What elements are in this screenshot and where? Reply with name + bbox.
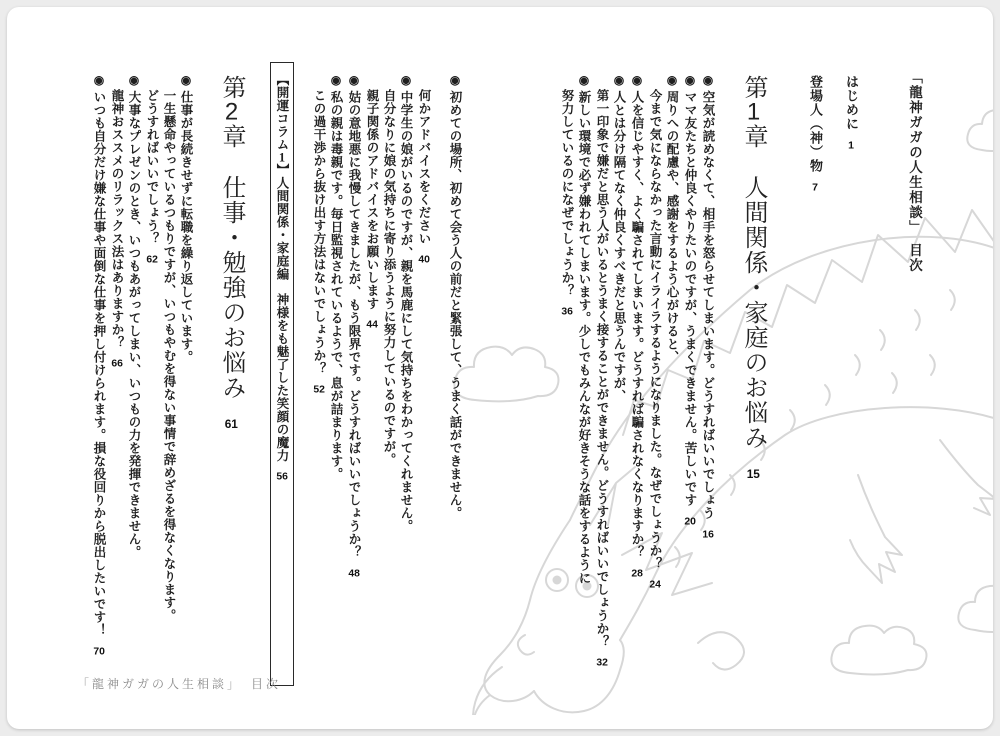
column-box-heading: 【開運コラム1】人間関係・家庭編 xyxy=(275,73,289,281)
chapter2-entries xyxy=(90,62,194,686)
bullet-icon: ◉ xyxy=(127,73,141,88)
chapter1-number: 第1章 xyxy=(740,75,767,149)
page-number: 56 xyxy=(276,470,288,481)
page-number: 52 xyxy=(313,384,325,395)
toc-entry xyxy=(593,62,627,686)
toc-entry xyxy=(699,62,716,686)
bullet-icon: ◉ xyxy=(329,73,343,88)
chapter1-entries-group-a xyxy=(558,62,716,686)
page-number: 44 xyxy=(366,319,378,330)
page-number: 40 xyxy=(418,254,430,265)
entry-text: どうすればいいでしょう？ xyxy=(145,89,159,245)
entry-text: 第一印象で嫌だと思う人がいるとうまく接することができません。どうすればいいでしょうか？ xyxy=(595,89,609,648)
page-number: 24 xyxy=(649,579,661,590)
entry-text: いつも自分だけ嫌な仕事や面倒な仕事を押し付けられます。損な役回りから脱出したいです！ xyxy=(92,90,106,637)
toc-entry xyxy=(628,62,645,686)
entry-text: 龍神おススメのリラックス法はありますか？ xyxy=(110,89,124,349)
toc-entry xyxy=(415,62,463,686)
page-number: 20 xyxy=(684,515,696,526)
entry-text: 私の親は毒親です。毎日監視されているようで、息が詰まります。 xyxy=(329,90,343,481)
page-number: 61 xyxy=(224,418,238,430)
entry-text: この過干渉から抜け出す方法はないでしょうか？ xyxy=(312,89,326,375)
toc-entry xyxy=(143,62,194,686)
page-number: 16 xyxy=(702,528,714,539)
front-label: 登場人（神）物 xyxy=(808,75,823,173)
front-label: はじめに xyxy=(844,75,859,131)
toc-entry-hajimeni xyxy=(841,62,861,686)
entry-text: 初めての場所、初めて会う人の前だと緊張して、うまく話ができません。 xyxy=(448,90,462,520)
page-number: 62 xyxy=(146,254,158,265)
bullet-icon: ◉ xyxy=(448,73,462,88)
bullet-icon: ◉ xyxy=(665,73,679,88)
page-number: 15 xyxy=(746,468,760,480)
bullet-icon: ◉ xyxy=(701,73,715,88)
book-page xyxy=(7,7,993,729)
toc-entry xyxy=(681,62,698,686)
entry-text: ママ友たちと仲良くやりたいのですが、うまくできません。苦しいです xyxy=(683,90,697,507)
entry-text: 努力しているのになぜでしょうか？ xyxy=(560,89,574,297)
entry-text: 姑の意地悪に我慢してきましたが、もう限界です。どうすればいいでしょうか？ xyxy=(347,90,361,559)
fortune-column-box xyxy=(270,62,294,686)
page-footer: 「龍神ガガの人生相談」 目次 xyxy=(77,677,282,691)
bullet-icon: ◉ xyxy=(630,73,644,88)
toc-entry-tojo-jinbutsu xyxy=(805,62,825,686)
entry-text: 自分なりに娘の気持ちに寄り添うように努力しているのですが。 xyxy=(382,89,396,466)
toc-entry xyxy=(310,62,344,686)
entry-text: 新しい環境で必ず嫌われてしまいます。少しでもみんなが好きそうな話をするように xyxy=(577,90,591,585)
front-matter xyxy=(805,62,861,686)
entry-text: 大事なプレゼンのとき、いつもあがってしまい、いつもの力を発揮できません。 xyxy=(127,90,141,559)
entry-text: 仕事が長続きせずに転職を繰り返しています。 xyxy=(179,90,193,364)
entry-text: 空気が読めなくて、相手を怒らせてしまいます。どうすればいいでしょう xyxy=(701,90,715,520)
toc-book-title: 「龍神ガガの人生相談」 目次 xyxy=(907,70,922,274)
toc-entry xyxy=(558,62,592,686)
bullet-icon: ◉ xyxy=(347,73,361,88)
bullet-icon: ◉ xyxy=(92,73,106,88)
entry-text: 一生懸命やっているつもりですが、いつもやむを得ない事情で辞めざるを得なくなります。 xyxy=(162,89,176,622)
bullet-icon: ◉ xyxy=(577,73,591,88)
page-number: 1 xyxy=(848,140,854,151)
bullet-icon: ◉ xyxy=(683,73,697,88)
toc-entry xyxy=(363,62,414,686)
entry-text: 人を信じやすく、よく騙されてしまいます。どうすれば騙されなくなりますか？ xyxy=(630,90,644,559)
column-box-title: 神様をも魅了した笑顔の魔力 xyxy=(275,292,289,462)
toc-entry xyxy=(108,62,142,686)
entry-text: 親子関係のアドバイスをお願いします xyxy=(365,89,379,310)
page-number: 66 xyxy=(111,358,123,369)
page-number: 70 xyxy=(93,645,105,656)
entry-text: 今まで気にならなかった言動にイライラするようになりました。なぜでしょうか？ xyxy=(648,89,662,570)
page-number: 32 xyxy=(596,657,608,668)
page-number: 28 xyxy=(631,567,643,578)
chapter2-title: 仕事・勉強のお悩み xyxy=(218,175,245,400)
bullet-icon: ◉ xyxy=(179,73,193,88)
chapter1-heading xyxy=(736,62,770,686)
chapter1-title: 人間関係・家庭のお悩み xyxy=(740,175,767,450)
bullet-icon: ◉ xyxy=(399,73,413,88)
page-number: 7 xyxy=(812,182,818,193)
toc-entry xyxy=(90,62,107,686)
bullet-icon: ◉ xyxy=(612,73,626,88)
chapter2-heading xyxy=(214,62,248,686)
entry-text: 人とは分け隔てなく仲良くすべきだと思うんですが、 xyxy=(612,90,626,403)
table-of-contents xyxy=(89,62,922,686)
toc-entry xyxy=(646,62,680,686)
chapter1-entries-group-b xyxy=(310,62,463,686)
chapter2-number: 第2章 xyxy=(218,75,245,149)
entry-text: 中学生の娘がいるのですが、親を馬鹿にして気持ちをわかってくれません。 xyxy=(399,90,413,533)
page-number: 48 xyxy=(348,567,360,578)
page-number: 36 xyxy=(561,306,573,317)
entry-text: 何かアドバイスをください xyxy=(417,89,431,245)
toc-entry xyxy=(345,62,362,686)
entry-text: 周りへの配慮や、感謝をするよう心がけると、 xyxy=(665,90,679,364)
